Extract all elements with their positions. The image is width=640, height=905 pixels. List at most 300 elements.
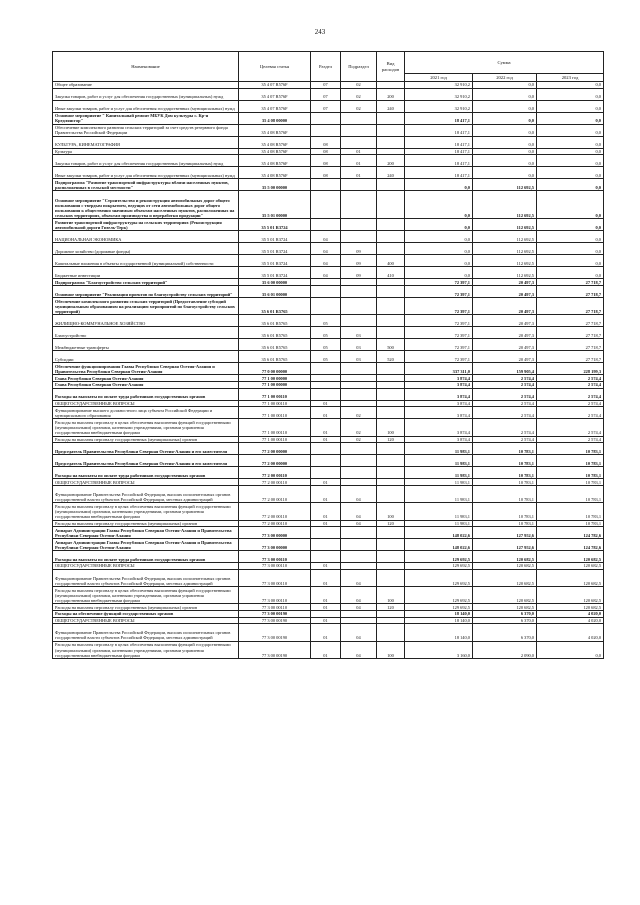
row-section: 08 (311, 136, 341, 148)
row-sum-2021: 32 910,2 (405, 88, 473, 100)
row-sum-2021: 72 397,1 (405, 279, 473, 286)
row-subsection: 09 (341, 255, 377, 267)
row-article: 77 3 00 00110 (239, 551, 311, 563)
row-name: Аппарат Администрации Главы Республики Северная Осетия-Алания и Правительства Республики Северная Осетия-Алания (53, 539, 239, 551)
row-name: Расходы на выплаты по оплате труда работников государственных органов (53, 388, 239, 400)
table-row (53, 136, 604, 148)
row-sum-2023: 0,0 (537, 167, 604, 179)
table-row (53, 191, 604, 219)
row-expense-type (377, 179, 405, 191)
row-section (311, 455, 341, 467)
row-sum-2021: 72 397,1 (405, 327, 473, 339)
row-sum-2023: 120 682,5 (537, 563, 604, 570)
row-sum-2022: 159 905,4 (473, 363, 537, 375)
row-sum-2023: 2 574,4 (537, 407, 604, 419)
row-sum-2023: 27 718,7 (537, 315, 604, 327)
row-subsection (341, 231, 377, 243)
row-expense-type (377, 388, 405, 400)
row-sum-2022: 6 370,0 (473, 617, 537, 624)
row-article: 35 4 08 R576F (239, 136, 311, 148)
row-subsection (341, 219, 377, 231)
row-subsection (341, 617, 377, 624)
table-row (53, 124, 604, 136)
row-article: 35 5 01 R3724 (239, 267, 311, 279)
table-row (53, 624, 604, 641)
row-section: 01 (311, 503, 341, 520)
row-sum-2022: 6 370,0 (473, 611, 537, 618)
row-article: 77 3 00 00110 (239, 587, 311, 604)
row-sum-2023: 10 783,1 (537, 520, 604, 527)
row-subsection (341, 455, 377, 467)
row-article: 77 1 00 00110 (239, 436, 311, 443)
row-section: 01 (311, 624, 341, 641)
row-section: 07 (311, 88, 341, 100)
row-sum-2023: 10 783,1 (537, 443, 604, 455)
row-expense-type (377, 327, 405, 339)
row-sum-2023: 10 783,1 (537, 503, 604, 520)
row-section: 04 (311, 267, 341, 279)
row-expense-type (377, 563, 405, 570)
row-section: 01 (311, 604, 341, 611)
row-subsection: 04 (341, 604, 377, 611)
table-row (53, 539, 604, 551)
row-article: 77 3 00 00110 (239, 569, 311, 586)
row-sum-2022: 120 682,5 (473, 604, 537, 611)
row-sum-2021: 18 417,1 (405, 124, 473, 136)
row-sum-2023: 0,0 (537, 641, 604, 658)
row-name: ОБЩЕГОСУДАРСТВЕННЫЕ ВОПРОСЫ (53, 479, 239, 486)
row-sum-2022: 10 783,1 (473, 443, 537, 455)
row-sum-2023: 0,0 (537, 219, 604, 231)
row-section: 01 (311, 436, 341, 443)
row-sum-2023: 27 718,7 (537, 327, 604, 339)
row-subsection (341, 285, 377, 297)
row-article: 77 0 00 00000 (239, 363, 311, 375)
row-sum-2022: 0,0 (473, 136, 537, 148)
row-name: Общее образование (53, 82, 239, 89)
row-sum-2023: 4 020,0 (537, 617, 604, 624)
row-article: 35 6 00 00000 (239, 279, 311, 286)
table-row (53, 100, 604, 112)
row-sum-2021: 18 140,0 (405, 611, 473, 618)
row-name: Глава Республики Северная Осетия-Алания (53, 381, 239, 388)
row-sum-2022: 0,0 (473, 100, 537, 112)
row-name: Расходы на выплаты персоналу в целях обеспечения выполнения функций государственными (муниципальными) органами, казенными учреждениями, органами управления государственными внебюджетными фондами (53, 419, 239, 436)
row-sum-2022: 112 692,5 (473, 267, 537, 279)
row-article: 77 3 00 00190 (239, 611, 311, 618)
table-row (53, 148, 604, 155)
row-section: 01 (311, 563, 341, 570)
row-subsection: 01 (341, 155, 377, 167)
row-article: 35 6 01 R5765 (239, 297, 311, 314)
header-year-2023: 2023 год (537, 74, 604, 82)
table-row (53, 641, 604, 658)
row-subsection (341, 179, 377, 191)
row-section: 04 (311, 255, 341, 267)
row-expense-type (377, 285, 405, 297)
header-subsection: Подраздел (341, 52, 377, 82)
row-article: 35 5 01 R3724 (239, 255, 311, 267)
row-section (311, 279, 341, 286)
row-sum-2022: 2 090,0 (473, 641, 537, 658)
row-article: 77 1 00 00000 (239, 381, 311, 388)
row-name: Иные закупки товаров, работ и услуг для обеспечения государственных (муниципальных) нужд (53, 167, 239, 179)
row-section (311, 219, 341, 231)
row-sum-2023: 2 574,4 (537, 375, 604, 382)
row-sum-2021: 3 874,4 (405, 375, 473, 382)
row-expense-type (377, 551, 405, 563)
row-expense-type: 240 (377, 167, 405, 179)
table-row (53, 82, 604, 89)
row-sum-2022: 20 497,3 (473, 315, 537, 327)
row-article: 77 1 00 00110 (239, 419, 311, 436)
row-sum-2022: 2 574,4 (473, 419, 537, 436)
row-name: ОБЩЕГОСУДАРСТВЕННЫЕ ВОПРОСЫ (53, 563, 239, 570)
row-article: 35 4 08 R576F (239, 167, 311, 179)
row-article: 35 5 01 00000 (239, 191, 311, 219)
row-sum-2021: 0,0 (405, 267, 473, 279)
row-section: 01 (311, 520, 341, 527)
row-sum-2023: 10 783,1 (537, 467, 604, 479)
row-sum-2023: 0,0 (537, 88, 604, 100)
row-subsection (341, 112, 377, 124)
row-name: ЖИЛИЩНО-КОММУНАЛЬНОЕ ХОЗЯЙСТВО (53, 315, 239, 327)
row-name: Основное мероприятие "Строительство и реконструкция автомобильных дорог общего пользования с твердым покрытием, ведущих от сети автомобильных дорог общего пользования к общественно значимым объектам населенных пунктов, расположенных на сельских территориях, объектам производства и переработки продукции" (53, 191, 239, 219)
row-sum-2023: 27 718,7 (537, 279, 604, 286)
row-expense-type: 240 (377, 100, 405, 112)
row-subsection (341, 467, 377, 479)
row-sum-2022: 2 574,4 (473, 400, 537, 407)
row-sum-2022: 0,0 (473, 88, 537, 100)
row-subsection (341, 400, 377, 407)
table-row (53, 243, 604, 255)
row-sum-2022: 112 692,5 (473, 179, 537, 191)
row-subsection: 04 (341, 485, 377, 502)
row-sum-2023: 27 718,7 (537, 351, 604, 363)
row-article: 35 6 01 00000 (239, 285, 311, 297)
row-article: 35 4 07 R576F (239, 100, 311, 112)
row-article: 77 1 00 00110 (239, 407, 311, 419)
row-sum-2022: 2 574,4 (473, 407, 537, 419)
row-sum-2021: 18 140,0 (405, 617, 473, 624)
row-article: 35 4 07 R576F (239, 82, 311, 89)
row-sum-2023: 124 782,6 (537, 527, 604, 539)
table-row (53, 527, 604, 539)
row-expense-type (377, 243, 405, 255)
row-expense-type (377, 624, 405, 641)
row-sum-2023: 228 199,3 (537, 363, 604, 375)
row-article: 77 2 00 00000 (239, 455, 311, 467)
row-subsection: 09 (341, 267, 377, 279)
row-expense-type: 100 (377, 503, 405, 520)
row-expense-type (377, 231, 405, 243)
row-subsection: 03 (341, 351, 377, 363)
table-row (53, 443, 604, 455)
header-section: Раздел (311, 52, 341, 82)
row-section (311, 381, 341, 388)
row-sum-2022: 20 497,3 (473, 351, 537, 363)
row-expense-type (377, 191, 405, 219)
row-subsection (341, 375, 377, 382)
table-row (53, 279, 604, 286)
row-subsection: 02 (341, 407, 377, 419)
row-sum-2022: 0,0 (473, 167, 537, 179)
row-subsection (341, 381, 377, 388)
row-sum-2022: 20 497,3 (473, 339, 537, 351)
row-sum-2023: 0,0 (537, 231, 604, 243)
table-row (53, 467, 604, 479)
row-sum-2022: 0,0 (473, 82, 537, 89)
row-sum-2021: 72 397,1 (405, 315, 473, 327)
row-name: Расходы на выплаты персоналу государственных (муниципальных) органов (53, 604, 239, 611)
row-subsection (341, 527, 377, 539)
table-row (53, 569, 604, 586)
row-sum-2021: 0,0 (405, 255, 473, 267)
row-expense-type: 120 (377, 604, 405, 611)
row-section (311, 375, 341, 382)
row-section: 01 (311, 485, 341, 502)
row-sum-2021: 129 692,5 (405, 587, 473, 604)
row-sum-2023: 120 682,5 (537, 604, 604, 611)
table-row (53, 503, 604, 520)
row-sum-2023: 0,0 (537, 267, 604, 279)
header-sum: Сумма (405, 52, 604, 74)
row-name: Подпрограмма "Развитие транспортной инфраструктуры вблизи населенных пунктов, расположенных в сельской местности" (53, 179, 239, 191)
row-expense-type: 500 (377, 339, 405, 351)
row-name: Бюджетные инвестиции (53, 267, 239, 279)
row-expense-type (377, 136, 405, 148)
table-row (53, 479, 604, 486)
row-subsection (341, 363, 377, 375)
row-section (311, 443, 341, 455)
row-sum-2021: 3 874,4 (405, 400, 473, 407)
row-article: 35 5 01 R3724 (239, 243, 311, 255)
table-row (53, 419, 604, 436)
row-sum-2022: 120 682,5 (473, 551, 537, 563)
table-row (53, 255, 604, 267)
row-sum-2021: 11 983,1 (405, 520, 473, 527)
row-section (311, 527, 341, 539)
row-article: 35 4 08 R576F (239, 155, 311, 167)
row-name: Расходы на выплаты персоналу в целях обеспечения выполнения функций государственными (муниципальными) органами, казенными учреждениями, органами управления государственными внебюджетными фондами (53, 503, 239, 520)
row-subsection: 04 (341, 503, 377, 520)
row-sum-2022: 120 682,5 (473, 587, 537, 604)
row-expense-type (377, 407, 405, 419)
header-year-2021: 2021 год (405, 74, 473, 82)
row-sum-2021: 72 397,1 (405, 339, 473, 351)
row-name: Обеспечение комплексного развития сельских территорий за счет средств резервного фонда Правительства Российской Федерации (53, 124, 239, 136)
row-subsection: 04 (341, 587, 377, 604)
row-article: 35 4 08 R576F (239, 148, 311, 155)
row-article: 77 1 00 00110 (239, 400, 311, 407)
row-sum-2021: 0,0 (405, 179, 473, 191)
table-row (53, 112, 604, 124)
row-name: Расходы на выплаты по оплате труда работников государственных органов (53, 551, 239, 563)
row-name: Субсидии (53, 351, 239, 363)
row-sum-2021: 0,0 (405, 231, 473, 243)
row-subsection (341, 279, 377, 286)
row-expense-type (377, 381, 405, 388)
row-expense-type: 200 (377, 88, 405, 100)
row-sum-2023: 2 574,4 (537, 400, 604, 407)
row-section: 01 (311, 617, 341, 624)
table-row (53, 400, 604, 407)
table-row (53, 551, 604, 563)
row-section: 01 (311, 641, 341, 658)
row-section (311, 539, 341, 551)
row-expense-type: 200 (377, 155, 405, 167)
row-sum-2023: 120 682,5 (537, 569, 604, 586)
row-name: Иные закупки товаров, работ и услуг для обеспечения государственных (муниципальных) нужд (53, 100, 239, 112)
table-row (53, 339, 604, 351)
row-sum-2021: 148 022,6 (405, 539, 473, 551)
row-sum-2023: 0,0 (537, 191, 604, 219)
row-sum-2022: 20 497,3 (473, 279, 537, 286)
row-expense-type: 100 (377, 419, 405, 436)
row-article: 35 6 01 R5765 (239, 339, 311, 351)
row-sum-2021: 72 397,1 (405, 297, 473, 314)
row-sum-2023: 2 574,4 (537, 419, 604, 436)
row-sum-2023: 0,0 (537, 255, 604, 267)
row-article: 77 2 00 00110 (239, 485, 311, 502)
row-sum-2023: 4 020,0 (537, 611, 604, 618)
row-expense-type: 100 (377, 641, 405, 658)
row-name: Аппарат Администрации Главы Республики Северная Осетия-Алания и Правительства Республики Северная Осетия-Алания (53, 527, 239, 539)
row-article: 77 2 00 00110 (239, 467, 311, 479)
row-article: 77 3 00 00000 (239, 539, 311, 551)
row-article: 35 5 00 00000 (239, 179, 311, 191)
budget-table (52, 51, 604, 659)
row-sum-2023: 27 718,7 (537, 285, 604, 297)
row-name: Закупка товаров, работ и услуг для обеспечения государственных (муниципальных) нужд (53, 155, 239, 167)
row-sum-2021: 72 397,1 (405, 285, 473, 297)
row-sum-2023: 0,0 (537, 82, 604, 89)
row-sum-2022: 120 682,5 (473, 569, 537, 586)
table-row (53, 381, 604, 388)
table-row (53, 231, 604, 243)
row-name: Функционирование Правительства Российской Федерации, высших исполнительных органов государственной власти субъектов Российской Федерации, местных администраций (53, 624, 239, 641)
row-sum-2022: 10 783,1 (473, 503, 537, 520)
table-row (53, 563, 604, 570)
row-sum-2022: 2 574,4 (473, 388, 537, 400)
row-name: Капитальные вложения в объекты государственной (муниципальной) собственности (53, 255, 239, 267)
row-section: 08 (311, 148, 341, 155)
table-row (53, 327, 604, 339)
row-section: 01 (311, 479, 341, 486)
row-sum-2022: 10 783,1 (473, 455, 537, 467)
row-sum-2023: 27 718,7 (537, 339, 604, 351)
row-sum-2023: 27 718,7 (537, 297, 604, 314)
row-sum-2021: 148 022,6 (405, 527, 473, 539)
row-name: Расходы на выплаты по оплате труда работников государственных органов (53, 467, 239, 479)
row-sum-2022: 120 682,5 (473, 563, 537, 570)
row-subsection (341, 563, 377, 570)
table-row (53, 219, 604, 231)
row-sum-2021: 11 983,1 (405, 485, 473, 502)
row-section: 05 (311, 351, 341, 363)
row-subsection: 01 (341, 148, 377, 155)
header-expense-type: Вид расходов (377, 52, 405, 82)
row-sum-2021: 3 160,0 (405, 641, 473, 658)
row-sum-2022: 112 692,5 (473, 243, 537, 255)
row-expense-type (377, 297, 405, 314)
row-sum-2021: 18 417,1 (405, 155, 473, 167)
row-expense-type (377, 124, 405, 136)
row-name: НАЦИОНАЛЬНАЯ ЭКОНОМИКА (53, 231, 239, 243)
row-expense-type (377, 569, 405, 586)
table-row (53, 407, 604, 419)
row-section (311, 112, 341, 124)
row-sum-2021: 18 417,1 (405, 136, 473, 148)
header-name: Наименование (53, 52, 239, 82)
row-name: Расходы на выплаты персоналу в целях обеспечения выполнения функций государственными (муниципальными) органами, казенными учреждениями, органами управления государственными внебюджетными фондами (53, 587, 239, 604)
row-sum-2022: 2 574,4 (473, 436, 537, 443)
row-sum-2021: 129 692,5 (405, 569, 473, 586)
row-sum-2021: 129 692,5 (405, 563, 473, 570)
row-subsection: 04 (341, 520, 377, 527)
row-subsection: 02 (341, 100, 377, 112)
row-article: 77 2 00 00110 (239, 479, 311, 486)
row-name: Культура (53, 148, 239, 155)
row-name: Обеспечение комплексного развития сельских территорий (Предоставление субсидий муниципальным образованиям на реализацию мероприятий по благоустройству сельских территорий) (53, 297, 239, 314)
row-article: 77 2 00 00110 (239, 503, 311, 520)
row-section (311, 363, 341, 375)
row-expense-type (377, 219, 405, 231)
row-subsection (341, 297, 377, 314)
row-sum-2022: 0,0 (473, 155, 537, 167)
row-expense-type (377, 539, 405, 551)
row-section: 01 (311, 400, 341, 407)
row-sum-2021: 32 910,2 (405, 82, 473, 89)
row-name: Расходы на выплаты персоналу государственных (муниципальных) органов (53, 520, 239, 527)
table-header (53, 52, 604, 82)
row-sum-2023: 10 783,1 (537, 479, 604, 486)
row-sum-2022: 112 692,5 (473, 255, 537, 267)
row-sum-2022: 20 497,3 (473, 327, 537, 339)
row-sum-2023: 0,0 (537, 100, 604, 112)
row-subsection (341, 611, 377, 618)
row-expense-type (377, 148, 405, 155)
row-article: 77 1 00 00000 (239, 375, 311, 382)
row-expense-type: 400 (377, 255, 405, 267)
table-row (53, 455, 604, 467)
row-subsection: 02 (341, 436, 377, 443)
table-row (53, 388, 604, 400)
row-sum-2022: 10 783,1 (473, 467, 537, 479)
row-expense-type (377, 363, 405, 375)
row-name: КУЛЬТУРА, КИНЕМАТОГРАФИЯ (53, 136, 239, 148)
row-section: 04 (311, 243, 341, 255)
row-name: Межбюджетные трансферты (53, 339, 239, 351)
row-sum-2023: 10 783,1 (537, 485, 604, 502)
row-section (311, 551, 341, 563)
table-row (53, 587, 604, 604)
row-section: 01 (311, 587, 341, 604)
row-sum-2023: 2 574,4 (537, 388, 604, 400)
row-subsection: 02 (341, 88, 377, 100)
row-name: Расходы на выплаты персоналу в целях обеспечения выполнения функций государственными (муниципальными) органами, казенными учреждениями, органами управления государственными внебюджетными фондами (53, 641, 239, 658)
row-section (311, 611, 341, 618)
row-sum-2021: 11 983,1 (405, 467, 473, 479)
row-sum-2023: 0,0 (537, 112, 604, 124)
row-name: Подпрограмма "Благоустройство сельских территорий" (53, 279, 239, 286)
row-expense-type (377, 611, 405, 618)
row-section (311, 179, 341, 191)
row-sum-2022: 0,0 (473, 124, 537, 136)
row-subsection (341, 388, 377, 400)
row-section (311, 285, 341, 297)
row-section: 07 (311, 82, 341, 89)
